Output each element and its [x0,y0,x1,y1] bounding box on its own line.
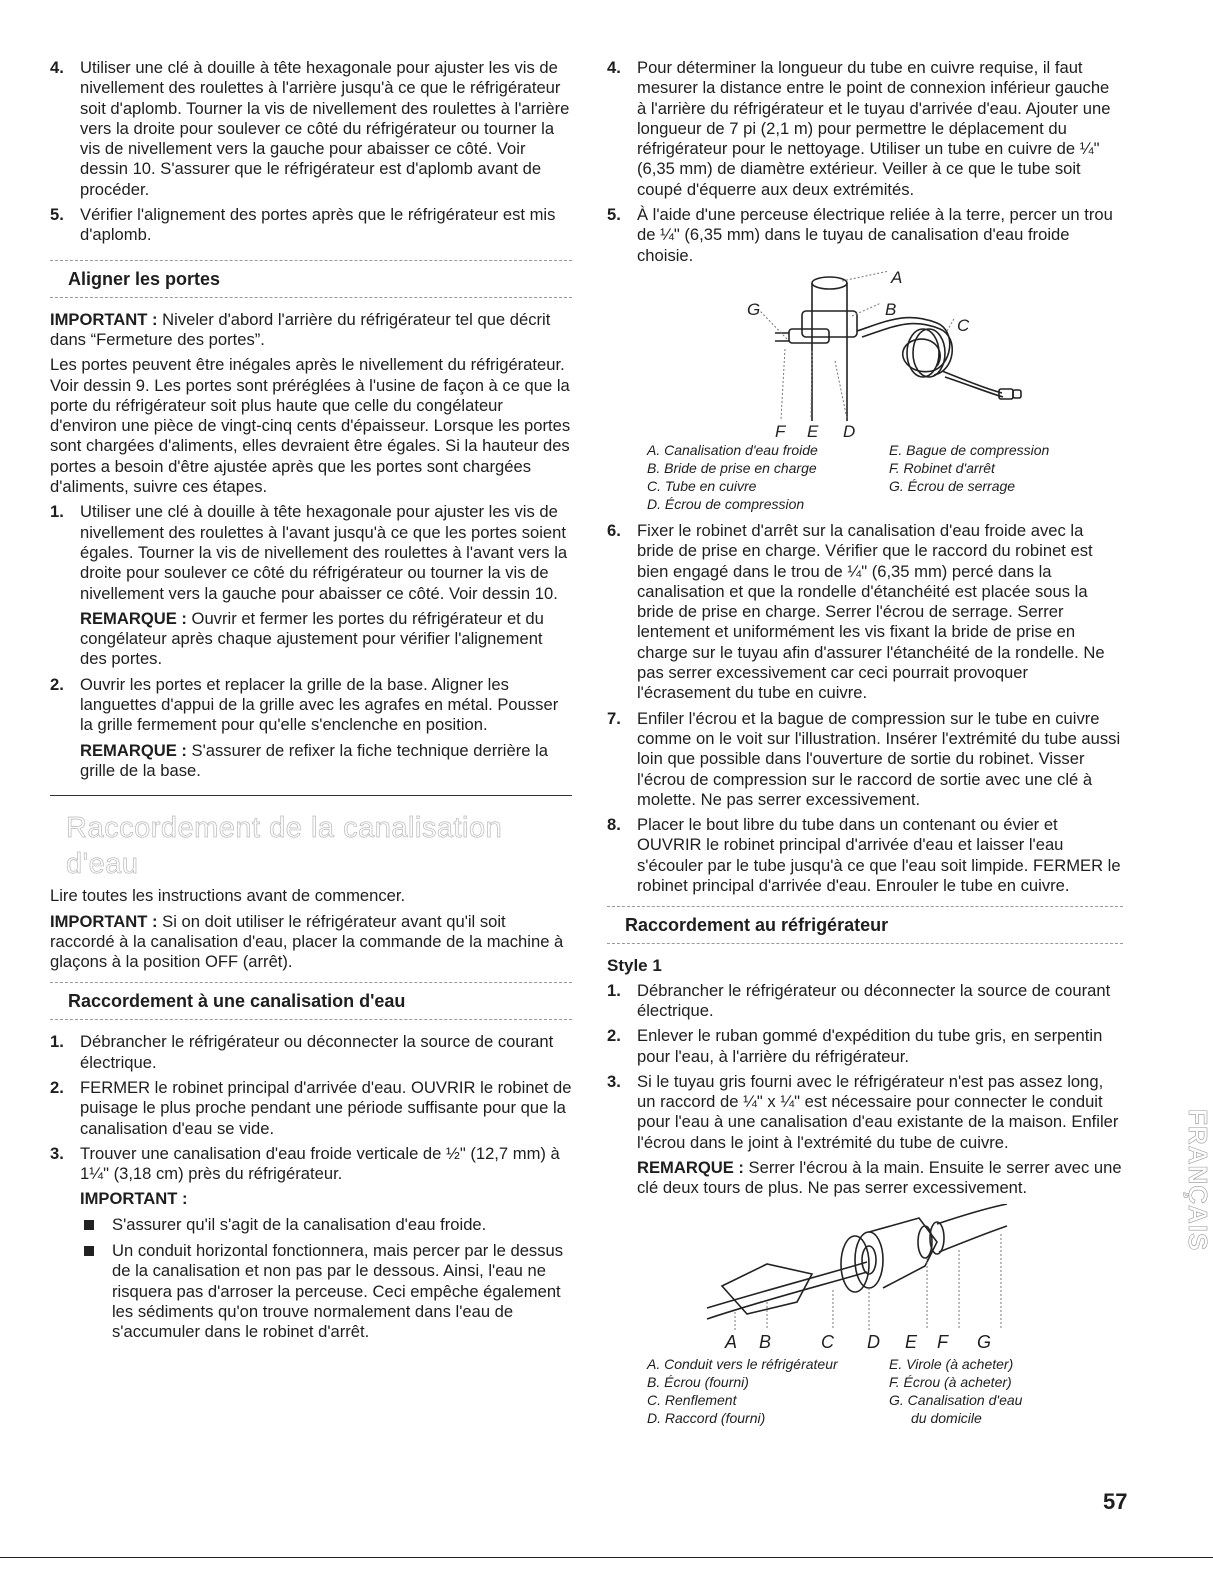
step-item: 7. Enfiler l'écrou et la bague de compression sur le tube en cuivre comme on le voit sur l'illustration. Insérer l'extrémité du tube aussi loin que possible dans l'ouverture de sortie du robinet. Visser l'écrou de compression sur le raccord de sortie avec une clé à molette. Ne pas serrer excessivement. [607,708,1121,809]
page-number: 57 [1103,1489,1128,1514]
step-item: 5. À l'aide d'une perceuse électrique reliée à la terre, percer un trou de ¼" (6,35 mm) dans le tuyau de canalisation d'eau froide choisie. [607,205,1113,265]
section-heading-connection: Raccordement à une canalisation d'eau [50,982,572,1020]
language-side-tab: FRANÇAIS [1183,1108,1213,1252]
note-paragraph: REMARQUE : Serrer l'écrou à la main. Ensuite le serrer avec une clé deux tours de plus. Ne pas serrer excessivement. [637,1157,1122,1198]
important-paragraph: IMPORTANT : Si on doit utiliser le réfrigérateur avant qu'il soit raccordé à la canalisation d'eau, placer la commande de la machine à glaçons à la position OFF (arrêt). [50,911,564,972]
fitting-label-f: F [937,1331,948,1352]
diagram-legend: A. Canalisation d'eau froide E. Bague de compression B. Bride de prise en charge F. Robinet d'arrêt C. Tube en cuivre G. Écrou de serrage D. Écrou de compression [647,441,1050,512]
bullet-square-icon [84,1246,94,1256]
important-paragraph: IMPORTANT : Niveler d'abord l'arrière du réfrigérateur tel que décrit dans “Fermeture des portes”. [50,309,551,349]
section-heading-fridge: Raccordement au réfrigérateur [607,906,1123,944]
bottom-rule [0,1557,1213,1558]
diagram-label-b: B [885,299,897,319]
fitting-label-b: B [759,1331,772,1352]
step-item: 3. Si le tuyau gris fourni avec le réfrigérateur n'est pas assez long, un raccord de ¼" x ¼" est nécessaire pour connecter le conduit pour l'eau à une canalisation d'eau existante de la maison. Enfiler l'écrou dans le joint à l'extrémité du tube de cuivre. [607,1071,1119,1152]
note-paragraph: REMARQUE : S'assurer de refixer la fiche technique derrière la grille de la base. [80,740,548,780]
bullet-item: S'assurer qu'il s'agit de la canalisation d'eau froide. [50,1215,572,1235]
fitting-label-c: C [821,1331,834,1352]
right-column [607,58,1123,1435]
diagram-label-c: C [957,315,970,335]
shutoff-valve-diagram [607,271,1123,441]
fitting-label-a: A [725,1331,738,1352]
read-all-text: Lire toutes les instructions avant de commencer. [50,886,406,906]
doors-paragraph: Les portes peuvent être inégales après le nivellement du réfrigérateur. Voir dessin 9. Les portes sont préréglées à l'usine de façon à ce que la porte du réfrigérateur soit plus haute que celle du congélateur d'environ une pièce de vingt-cinq cents d'épaisseur. Lorsque les portes sont chargées d'aliments, elles devraient être égales. Si la hauteur des portes a besoin d'être ajustée après que les portes sont chargées d'aliments, suivre ces étapes. [50,355,571,497]
step-item: 1. Débrancher le réfrigérateur ou déconnecter la source de courant électrique. [50,1032,554,1072]
step-item: 3. Trouver une canalisation d'eau froide verticale de ½" (12,7 mm) à 1¼" (3,18 cm) près du réfrigérateur. [50,1143,560,1184]
step-item: 6. Fixer le robinet d'arrêt sur la canalisation d'eau froide avec la bride de prise en charge. Vérifier que le raccord du robinet est bien engagé dans le trou de ¼" (6,35 mm) percé dans la canalisation et que la rondelle d'étanchéité est placée sous la bride de prise en charge. Serrer l'écrou de serrage. Serrer lentement et uniformément les vis fixant la bride de prise en charge sur le tuyau afin d'assurer l'étanchéité de la rondelle. Ne pas serrer excessivement car ceci pourrait provoquer l'écrasement du tube en cuivre. [607,520,1105,703]
style-heading: Style 1 [607,956,662,976]
bullet-item: Un conduit horizontal fonctionnera, mais percer par le dessus de la canalisation et non pas par le dessous. Ainsi, l'eau ne risquera pas d'arroser la perceuse. Ceci empêche également les sédiments qu'on trouve normalement dans l'eau de s'accumuler dans le robinet d'arrêt. [50,1241,572,1342]
step-item: 2. Enlever le ruban gommé d'expédition du tube gris, en serpentin pour l'eau, à l'arrière du réfrigérateur. [607,1026,1103,1066]
fitting-letter-row [607,1332,1123,1352]
fitting-label-e: E [905,1331,918,1352]
step-item: 1. Utiliser une clé à douille à tête hexagonale pour ajuster les vis de nivellement des roulettes à l'avant jusqu'à ce que les portes soient égales. Tourner la vis de nivellement des roulettes à l'avant vers la droite pour soulever ce côté du réfrigérateur ou tourner la vis de nivellement vers la gauche pour abaisser ce côté. Voir dessin 10. [50,502,568,603]
diagram-label-a: A [891,270,903,287]
step-item: 2. Ouvrir les portes et replacer la grille de la base. Aligner les languettes d'appui de la grille avec les agrafes en métal. Pousser la grille fermement pour qu'elle s'enclenche en position. [50,674,559,735]
diagram-label-g: G [747,299,761,319]
big-section-heading: Raccordement de la canalisation d'eau [66,812,503,881]
diagram-label-f: F [775,421,786,441]
step-item: 5. Vérifier l'alignement des portes après que le réfrigérateur est mis d'aplomb. [50,205,556,245]
note-paragraph: REMARQUE : Ouvrir et fermer les portes du réfrigérateur et du congélateur après chaque ajustement pour vérifier l'alignement des portes. [80,608,544,669]
important-label: IMPORTANT : [80,1189,188,1209]
section-divider [50,795,572,796]
fitting-label-g: G [977,1331,992,1352]
step-item: 8. Placer le bout libre du tube dans un contenant ou évier et OUVRIR le robinet principal d'arrivée d'eau et laisser l'eau s'écouler par le tube jusqu'à ce que l'eau soit limpide. FERMER le robinet principal d'arrivée d'eau. Enrouler le tube en cuivre. [607,815,1121,896]
left-column [50,58,572,1349]
step-item: 2. FERMER le robinet principal d'arrivée d'eau. OUVRIR le robinet de puisage le plus proche pendant une période suffisante pour que la canalisation d'eau se vide. [50,1077,572,1138]
step-item: 4. Utiliser une clé à douille à tête hexagonale pour ajuster les vis de nivellement des roulettes à l'arrière jusqu'à ce que le réfrigérateur soit d'aplomb. Tourner la vis de nivellement des roulettes à l'arrière vers la droite pour soulever ce côté du réfrigérateur ou tourner la vis de nivellement vers la gauche pour abaisser ce côté. Voir dessin 10. S'assurer que le réfrigérateur est d'aplomb avant de procéder. [50,58,570,199]
diagram-label-e: E [807,421,819,441]
bullet-square-icon [84,1220,94,1230]
fitting-label-d: D [867,1331,880,1352]
step-item: 1. Débrancher le réfrigérateur ou déconnecter la source de courant électrique. [607,980,1111,1020]
fitting-diagram [607,1204,1123,1332]
step-item: 4. Pour déterminer la longueur du tube en cuivre requise, il faut mesurer la distance entre le point de connexion inférieur gauche à l'arrière du réfrigérateur et le tuyau d'arrivée d'eau. Ajouter une longueur de 7 pi (2,1 m) pour permettre le déplacement du réfrigérateur pour le nettoyage. Utiliser un tube en cuivre de ¼" (6,35 mm) de diamètre extérieur. Veiller à ce que le tube soit coupé d'équerre aux deux extrémités. [607,58,1111,199]
diagram-label-d: D [843,421,856,441]
fitting-legend: A. Conduit vers le réfrigérateur E. Virole (à acheter) B. Écrou (fourni) F. Écrou (à acheter) C. Renflement G. Canalisation d'eau D. Raccord (fourni) du domicile [647,1355,1023,1426]
section-heading-aligner: Aligner les portes [50,260,572,298]
